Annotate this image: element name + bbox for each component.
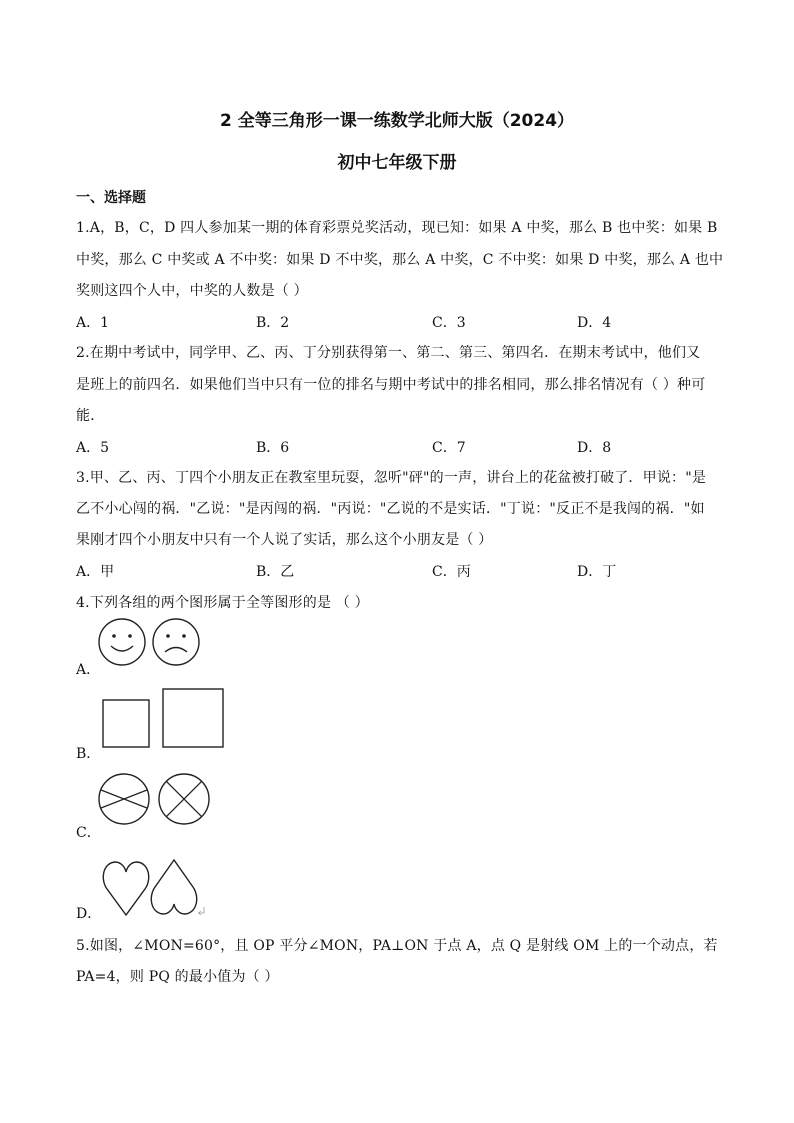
option-a: A．1: [76, 315, 110, 331]
question-2-line: 2.在期中考试中，同学甲、乙、丙、丁分别获得第一、第二、第三、第四名．在期末考试中，他们又: [76, 345, 701, 361]
squares-figure: [100, 686, 230, 750]
small-square-icon: [103, 700, 149, 747]
option-d: D．: [76, 906, 102, 922]
option-a: A．: [76, 662, 101, 678]
return-mark-icon: [199, 907, 205, 915]
circle-with-cross-icon: [99, 774, 149, 824]
question-3-line: 乙不小心闯的祸．"乙说："是丙闯的祸．"丙说："乙说的不是实话．"丁说："反正不是我闯的祸．"如: [76, 501, 705, 517]
option-c: C．: [76, 825, 101, 841]
crossed-circles-figure: [96, 772, 216, 826]
hearts-figure: [100, 857, 210, 919]
option-d: D．4: [577, 315, 612, 331]
question-5-line: PA=4，则 PQ 的最小值为（ ）: [76, 969, 279, 985]
option-b: B．乙: [256, 564, 295, 580]
document-subtitle: 初中七年级下册: [337, 153, 457, 173]
question-4-stem: 4.下列各组的两个图形属于全等图形的是 （ ）: [76, 595, 369, 611]
question-1-line: 1.A，B，C，D 四人参加某一期的体育彩票兑奖活动，现已知：如果 A 中奖，那么 B 也中奖：如果 B: [76, 220, 718, 236]
question-1-line: 奖则这四个人中，中奖的人数是（ ）: [76, 283, 308, 299]
option-a: A．甲: [76, 564, 115, 580]
question-2-line: 能．: [76, 408, 105, 424]
question-3-line: 3.甲、乙、丙、丁四个小朋友正在教室里玩耍，忽听"砰"的一声，讲台上的花盆被打破了．甲说："是: [76, 470, 707, 486]
frowning-face-icon: [153, 619, 199, 665]
option-b: B．: [76, 746, 101, 762]
question-2-line: 是班上的前四名．如果他们当中只有一位的排名与期中考试中的排名相同，那么排名情况有（ ）种可: [76, 377, 706, 393]
option-c: C．3: [432, 315, 466, 331]
question-1-line: 中奖，那么 C 中奖或 A 不中奖：如果 D 不中奖，那么 A 中奖，C 不中奖：如果 D 中奖，那么 A 也中: [76, 252, 724, 268]
option-b: B．2: [256, 315, 290, 331]
option-a: A．5: [76, 440, 110, 456]
circle-with-x-icon: [159, 774, 209, 824]
question-3-line: 果刚才四个小朋友中只有一个人说了实话，那么这个小朋友是（ ）: [76, 532, 493, 548]
smiley-faces-figure: [96, 617, 206, 669]
option-c: C．7: [432, 440, 466, 456]
smiling-face-icon: [99, 619, 145, 665]
option-d: D．8: [577, 440, 612, 456]
large-square-icon: [163, 689, 223, 747]
section-heading: 一、选择题: [76, 190, 146, 206]
heart-icon: [103, 862, 148, 915]
option-c: C．丙: [432, 564, 471, 580]
option-b: B．6: [256, 440, 290, 456]
document-title: 2 全等三角形一课一练数学北师大版（2024）: [219, 111, 575, 131]
option-d: D．丁: [577, 564, 617, 580]
inverted-heart-icon: [151, 860, 196, 914]
question-5-line: 5.如图，∠MON=60°，且 OP 平分∠MON，PA⊥ON 于点 A，点 Q 是射线 OM 上的一个动点，若: [76, 938, 718, 954]
